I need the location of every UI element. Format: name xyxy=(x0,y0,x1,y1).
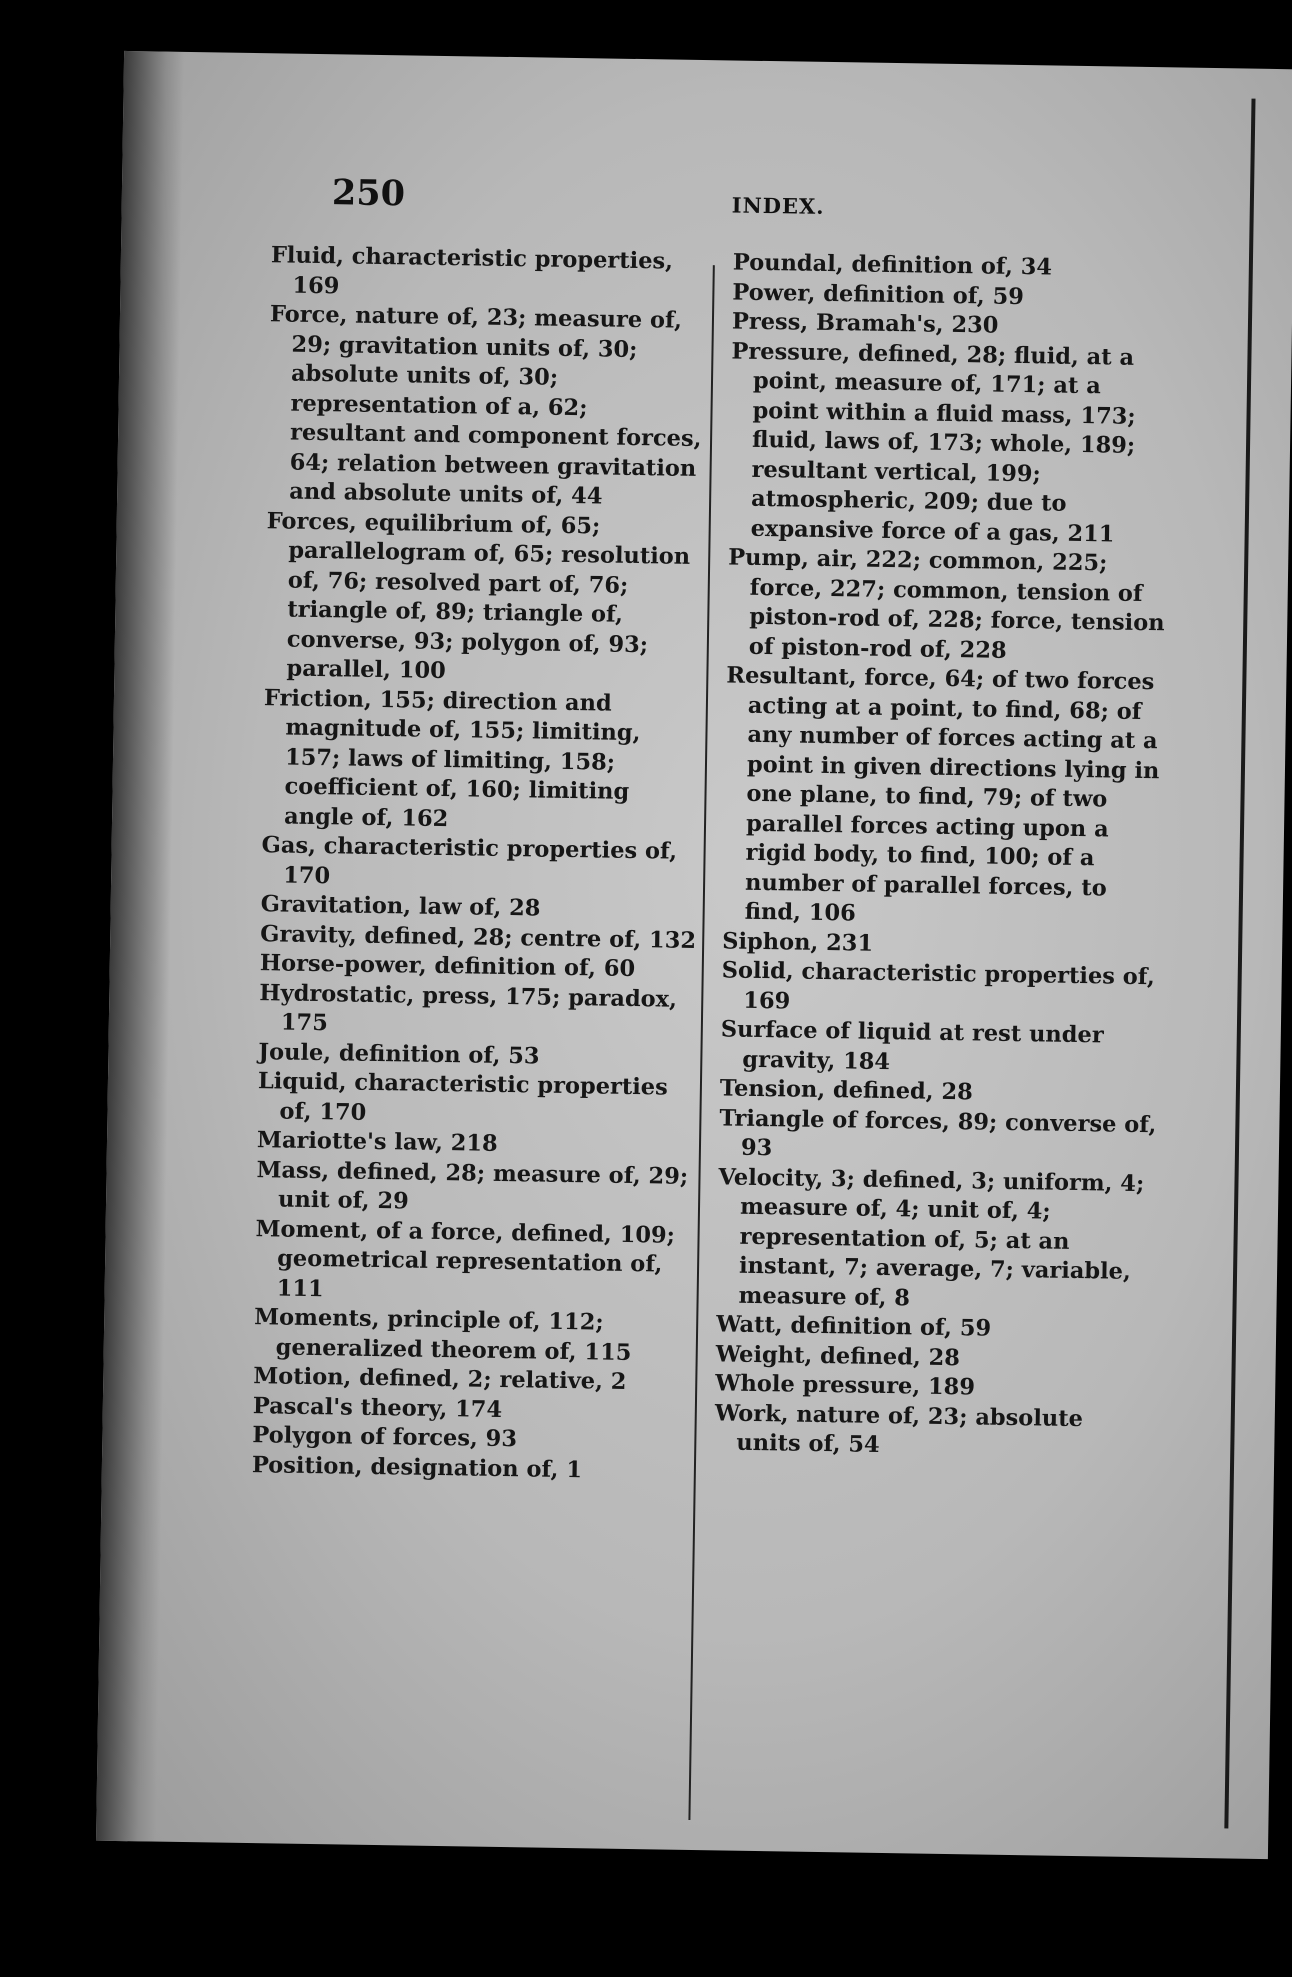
index-entry: Work, nature of, 23; absolute units of, 54 xyxy=(714,1399,1084,1458)
index-entry: Pump, air, 222; common, 225; force, 227; common, tension of piston-rod of, 228; force, tension of piston-rod of, 228 xyxy=(728,544,1165,664)
index-entry: Gas, characteristic properties of, 170 xyxy=(261,832,678,889)
index-entry: Moment, of a force, defined, 109; geometrical representation of, 111 xyxy=(255,1215,676,1302)
index-column-left xyxy=(252,241,711,1487)
index-entry: Tension, defined, 28 xyxy=(719,1075,973,1106)
index-entry: Hydrostatic, press, 175; paradox, 175 xyxy=(259,979,678,1037)
index-entry: Forces, equilibrium of, 65; parallelogram of, 65; resolution of, 76; resolved part of, 76; triangle of, 89; triangle of, converse, 93; polygon of, 93; parallel, 100 xyxy=(266,507,691,685)
index-entry: Press, Bramah's, 230 xyxy=(731,308,999,339)
index-entry: Liquid, characteristic properties of, 170 xyxy=(257,1068,668,1126)
index-entry: Gravity, defined, 28; centre of, 132 xyxy=(260,920,697,954)
index-entry: Power, definition of, 59 xyxy=(732,278,1025,310)
index-entry: Mass, defined, 28; measure of, 29; unit of, 29 xyxy=(256,1156,689,1215)
index-entry: Weight, defined, 28 xyxy=(715,1340,961,1371)
index-entry: Motion, defined, 2; relative, 2 xyxy=(253,1363,627,1395)
book-page xyxy=(96,51,1292,1859)
index-entry: Position, designation of, 1 xyxy=(251,1451,583,1483)
index-entry: Velocity, 3; defined, 3; uniform, 4; measure of, 4; unit of, 4; representation of, 5; at an instant, 7; average, 7; variable, measure of, 8 xyxy=(718,1163,1145,1311)
index-entry: Joule, definition of, 53 xyxy=(258,1038,540,1070)
index-entry: Polygon of forces, 93 xyxy=(252,1422,518,1453)
index-entry: Solid, characteristic properties of, 169 xyxy=(721,957,1155,1014)
index-entry: Gravitation, law of, 28 xyxy=(260,891,541,922)
index-entry: Surface of liquid at rest under gravity, 184 xyxy=(720,1016,1104,1075)
index-entry: Pressure, defined, 28; fluid, at a point, measure of, 171; at a point within a fluid mass, 173; fluid, laws of, 173; whole, 189; resultant vertical, 199; atmospheric, 209; due to expansive force of a gas, 211 xyxy=(731,337,1136,548)
index-entry: Whole pressure, 189 xyxy=(715,1370,976,1401)
index-entry: Poundal, definition of, 34 xyxy=(732,249,1053,281)
index-entry: Horse-power, definition of, 60 xyxy=(259,950,636,983)
index-entry: Fluid, characteristic properties, 169 xyxy=(270,242,674,299)
index-entry: Mariotte's law, 218 xyxy=(256,1127,498,1157)
index-entry: Watt, definition of, 59 xyxy=(715,1311,992,1342)
index-entry: Siphon, 231 xyxy=(722,927,874,957)
index-entry: Resultant, force, 64; of two forces acting at a point, to find, 68; of any number of forces acting at a point in given directions lying in one plane, to find, 79; of two parallel forces acting upon a rigid body, to find, 100; of a number of parallel forces, to find, 106 xyxy=(726,662,1160,927)
page-header xyxy=(121,169,1292,237)
index-entry: Pascal's theory, 174 xyxy=(252,1392,503,1423)
running-head: INDEX. xyxy=(731,192,825,219)
index-entry: Moments, principle of, 112; generalized theorem of, 115 xyxy=(254,1304,632,1366)
index-column-right xyxy=(714,248,1173,1464)
index-entry: Friction, 155; direction and magnitude of, 155; limiting, 157; laws of limiting, 158; coefficient of, 160; limiting angle of, 162 xyxy=(263,684,641,832)
page-number: 250 xyxy=(331,172,406,215)
index-entry: Triangle of forces, 89; converse of, 93 xyxy=(719,1104,1157,1162)
index-entry: Force, nature of, 23; measure of, 29; gravitation units of, 30; absolute units of, 30; representation of a, 62; resultant and component forces, 64; relation between gravitation and absolute units of, 44 xyxy=(269,301,702,510)
